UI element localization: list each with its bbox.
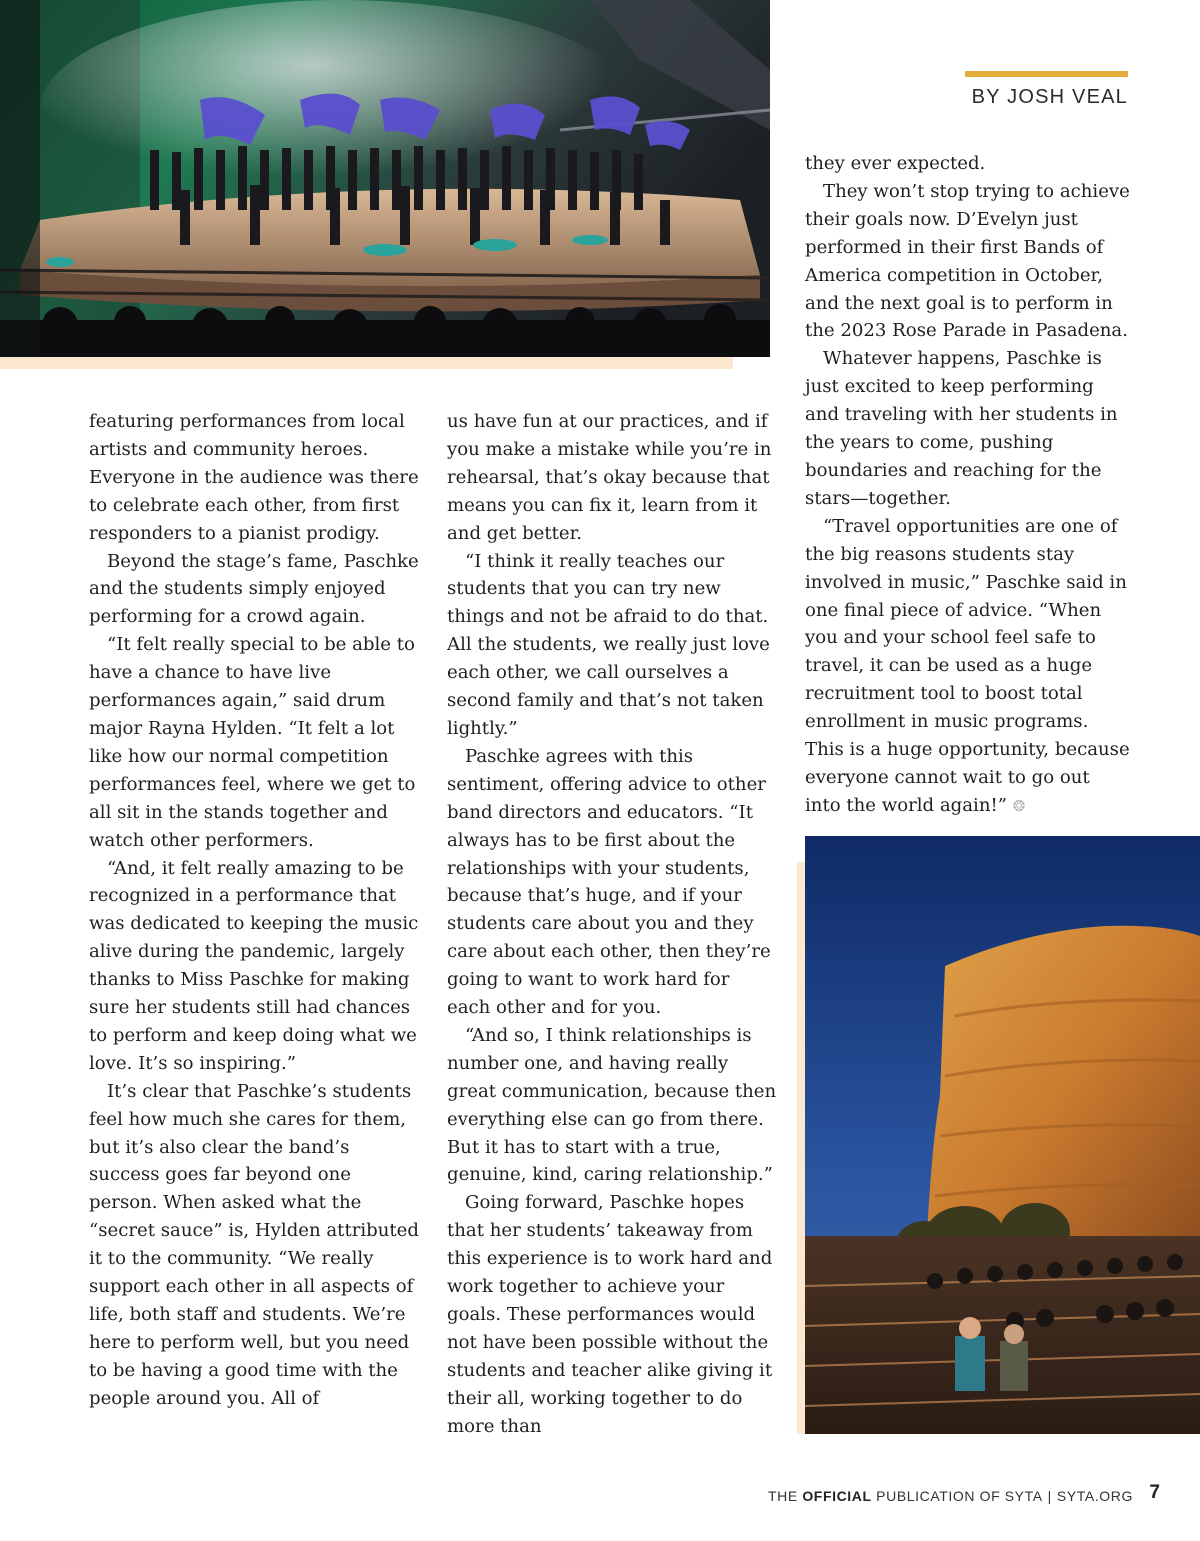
paragraph: us have fun at our practices, and if you make a mistake while you’re in rehearsal, that’s okay because that means you can fix it, learn from it and get better. xyxy=(447,411,772,544)
closing-quote-text: “Travel opportunities are one of the big reasons students stay involved in music,” Paschke said in one final piece of advice. “When you and your school feel safe to travel, it can be used as a huge recruitment tool to boost total enrollment in music programs. This is a huge opportunity, because everyone cannot wait to go out into the world again!” xyxy=(805,515,1130,816)
byline: BY JOSH VEAL xyxy=(971,86,1128,108)
paragraph: they ever expected. xyxy=(805,153,986,174)
paragraph: Beyond the stage’s fame, Paschke and the students simply enjoyed performing for a crowd again. xyxy=(89,550,419,628)
paragraph: “It felt really special to be able to have a chance to have live performances again,” said drum major Rayna Hylden. “It felt a lot like how our normal competition performances feel, where we get to all sit in the stands together and watch other performers. xyxy=(89,634,416,851)
red-rocks-amphitheatre-photo xyxy=(805,836,1200,1434)
paragraph: Whatever happens, Paschke is just excited to keep performing and traveling with her students in the years to come, pushing boundaries and reaching for the stars—together. xyxy=(805,348,1118,509)
paragraph: They won’t stop trying to achieve their goals now. D’Evelyn just performed in their first Bands of America competition in October, and the next goal is to perform in the 2023 Rose Parade in Pasadena. xyxy=(805,180,1130,342)
stage-performance-photo xyxy=(0,0,770,357)
article-column-2 xyxy=(447,408,777,1441)
top-photo-accent xyxy=(0,355,733,369)
paragraph: It’s clear that Paschke’s students feel how much she cares for them, but it’s also clear the band’s success goes far beyond one person. When asked what the “secret sauce” is, Hylden attributed it to the community. “We really support each other in all aspects of life, both staff and students. We’re here to perform well, but you need to be having a good time with the people around you. All of xyxy=(89,1080,419,1409)
footer-prefix: THE xyxy=(768,1488,798,1504)
paragraph xyxy=(805,513,1130,821)
paragraph: Paschke agrees with this sentiment, offering advice to other band directors and educators. “It always has to be first about the relationships with your students, because that’s huge, and if your students care about you and they care about each other, then they’re going to want to work hard for each other and for you. xyxy=(447,745,771,1019)
page-footer xyxy=(768,1488,1133,1504)
paragraph: “And so, I think relationships is number one, and having really great communication, because then everything else can go from there. But it has to start with a true, genuine, kind, caring relationship.” xyxy=(447,1024,777,1186)
byline-accent-rule xyxy=(965,71,1128,77)
article-column-3 xyxy=(805,150,1130,821)
footer-site: SYTA.ORG xyxy=(1056,1488,1133,1504)
paragraph: “And, it felt really amazing to be recognized in a performance that was dedicated to keeping the music alive during the pandemic, largely thanks to Miss Paschke for making sure her students still had chances to perform and keep doing what we love. It’s so inspiring.” xyxy=(89,857,419,1074)
footer-suffix: PUBLICATION OF SYTA xyxy=(876,1488,1043,1504)
article-column-1 xyxy=(89,408,419,1413)
page-number: 7 xyxy=(1149,1482,1160,1503)
paragraph: featuring performances from local artists and community heroes. Everyone in the audience was there to celebrate each other, from first responders to a pianist prodigy. xyxy=(89,411,419,544)
paragraph: “I think it really teaches our students that you can try new things and not be afraid to do that. All the students, we really just love each other, we call ourselves a second family and that’s not taken lightly.” xyxy=(447,550,770,739)
footer-bold: OFFICIAL xyxy=(802,1488,872,1504)
footer-separator: | xyxy=(1047,1488,1052,1504)
syta-logo-mark-icon: ❂ xyxy=(1012,796,1026,815)
paragraph: Going forward, Paschke hopes that her students’ takeaway from this experience is to work hard and work together to achieve your goals. These performances would not have been possible without the students and teacher alike giving it their all, working together to do more than xyxy=(447,1192,773,1437)
